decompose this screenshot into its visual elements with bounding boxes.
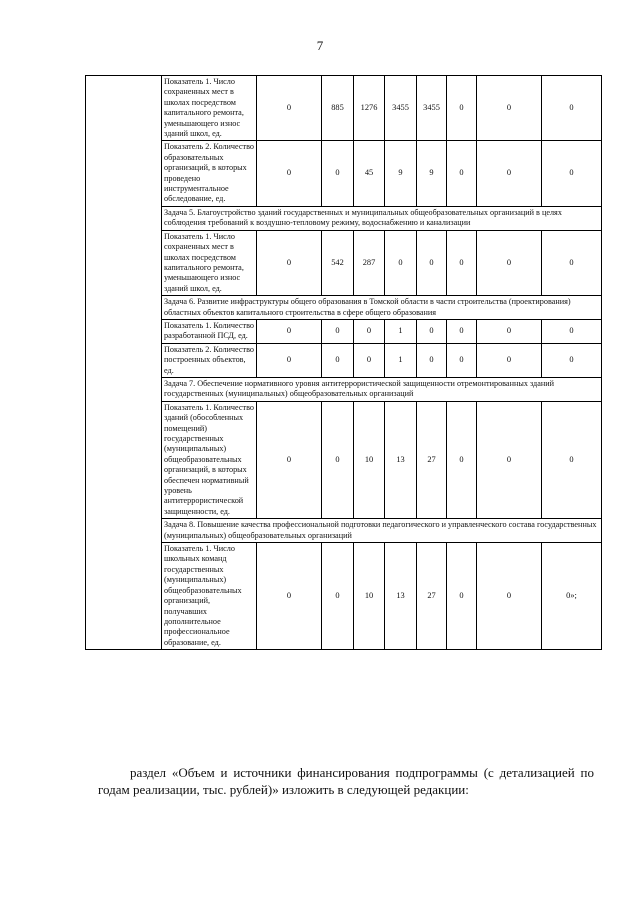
value-cell: 0: [322, 401, 354, 518]
indicator-label-cell: Показатель 1. Количество разработанной ПСД, ед.: [162, 319, 257, 343]
value-cell: 0: [257, 76, 322, 141]
value-cell: 0: [447, 76, 477, 141]
value-cell: 0: [417, 319, 447, 343]
value-cell: 287: [354, 230, 385, 295]
value-cell: 0: [542, 230, 602, 295]
page-number: 7: [316, 38, 324, 53]
value-cell: 0: [542, 319, 602, 343]
value-cell: 0: [322, 141, 354, 206]
value-cell: 885: [322, 76, 354, 141]
table-body: [86, 76, 602, 650]
value-cell: 10: [354, 401, 385, 518]
indicator-row: [86, 543, 602, 650]
value-cell: 0: [542, 76, 602, 141]
task-cell: Задача 5. Благоустройство зданий государственных и муниципальных общеобразовательных организаций в целях соблюдения требований к воздушно-тепловому режиму, водоснабжению и канализации: [162, 206, 602, 230]
value-cell: 1: [385, 319, 417, 343]
value-cell: 0: [447, 319, 477, 343]
value-cell: 9: [417, 141, 447, 206]
value-cell: 0: [447, 343, 477, 377]
value-cell: 0»;: [542, 543, 602, 650]
value-cell: 3455: [417, 76, 447, 141]
indicator-row: [86, 230, 602, 295]
indicator-label-cell: Показатель 1. Число школьных команд государственных (муниципальных) общеобразовательных организаций, получавших дополнительное профессиональное образование, ед.: [162, 543, 257, 650]
body-paragraph: раздел «Объем и источники финансирования подпрограммы (с детализацией по годам реализации, тыс. рублей)» изложить в следующей редакции:: [98, 765, 594, 797]
indicators-table: [85, 75, 602, 650]
value-cell: 0: [477, 401, 542, 518]
value-cell: 27: [417, 543, 447, 650]
value-cell: 0: [477, 141, 542, 206]
value-cell: 0: [447, 543, 477, 650]
task-row: [86, 296, 602, 320]
value-cell: 0: [257, 343, 322, 377]
value-cell: 0: [542, 141, 602, 206]
value-cell: 0: [447, 230, 477, 295]
value-cell: 13: [385, 401, 417, 518]
value-cell: 0: [354, 343, 385, 377]
value-cell: 0: [322, 543, 354, 650]
indicator-label-cell: Показатель 1. Количество зданий (обособленных помещений) государственных (муниципальных) общеобразовательных организаций, в которых обеспечен нормативный уровень антитеррористической защищенности, ед.: [162, 401, 257, 518]
value-cell: 0: [257, 141, 322, 206]
indicator-row: [86, 141, 602, 206]
value-cell: 0: [477, 319, 542, 343]
value-cell: 0: [542, 343, 602, 377]
blank-column-cell: [86, 76, 162, 650]
indicator-row: [86, 343, 602, 377]
value-cell: 0: [417, 230, 447, 295]
task-row: [86, 206, 602, 230]
task-row: [86, 377, 602, 401]
indicator-label-cell: Показатель 1. Число сохраненных мест в школах посредством капитального ремонта, уменьшающего износ зданий школ, ед.: [162, 230, 257, 295]
value-cell: 0: [477, 230, 542, 295]
task-row: [86, 519, 602, 543]
value-cell: 10: [354, 543, 385, 650]
value-cell: 0: [257, 543, 322, 650]
value-cell: 0: [322, 319, 354, 343]
indicator-label-cell: Показатель 2. Количество образовательных организаций, в которых проведено инструментальное обследование, ед.: [162, 141, 257, 206]
value-cell: 0: [447, 141, 477, 206]
value-cell: 542: [322, 230, 354, 295]
value-cell: 13: [385, 543, 417, 650]
value-cell: 45: [354, 141, 385, 206]
value-cell: 27: [417, 401, 447, 518]
indicator-row: [86, 76, 602, 141]
value-cell: 0: [447, 401, 477, 518]
value-cell: 0: [257, 401, 322, 518]
indicator-label-cell: Показатель 1. Число сохраненных мест в школах посредством капитального ремонта, уменьшающего износ зданий школ, ед.: [162, 76, 257, 141]
value-cell: 1: [385, 343, 417, 377]
value-cell: 0: [322, 343, 354, 377]
value-cell: 0: [257, 230, 322, 295]
value-cell: 0: [385, 230, 417, 295]
indicator-row: [86, 401, 602, 518]
value-cell: 9: [385, 141, 417, 206]
task-cell: Задача 7. Обеспечение нормативного уровня антитеррористической защищенности отремонтированных зданий государственных (муниципальных) общеобразовательных организаций: [162, 377, 602, 401]
value-cell: 0: [477, 76, 542, 141]
indicator-label-cell: Показатель 2. Количество построенных объектов, ед.: [162, 343, 257, 377]
value-cell: 0: [354, 319, 385, 343]
task-cell: Задача 8. Повышение качества профессиональной подготовки педагогического и управленческого состава государственных (муниципальных) общеобразовательных организаций: [162, 519, 602, 543]
task-cell: Задача 6. Развитие инфраструктуры общего образования в Томской области в части строительства (проектирования) областных объектов капитального строительства в сфере общего образования: [162, 296, 602, 320]
value-cell: 0: [542, 401, 602, 518]
value-cell: 0: [477, 343, 542, 377]
value-cell: 0: [417, 343, 447, 377]
indicator-row: [86, 319, 602, 343]
value-cell: 0: [257, 319, 322, 343]
value-cell: 0: [477, 543, 542, 650]
value-cell: 1276: [354, 76, 385, 141]
value-cell: 3455: [385, 76, 417, 141]
